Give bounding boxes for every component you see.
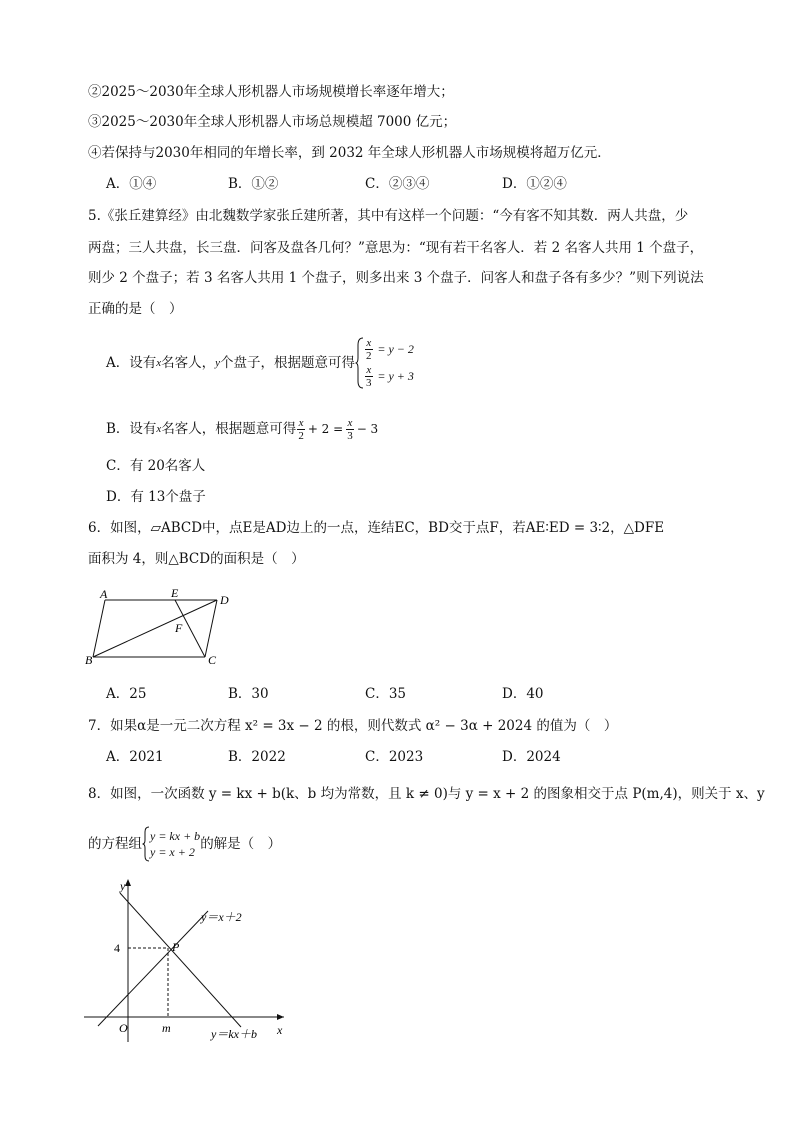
- q6-stem-line1: 6．如图，▱ABCD中，点E是AD边上的一点，连结EC，BD交于点F，若AE∶ED = 3∶2，△DFE: [88, 520, 665, 536]
- q5-option-b-suffix: 名客人，根据题意可得: [161, 421, 297, 437]
- origin-label: O: [119, 1021, 128, 1035]
- q5-option-a: [106, 338, 414, 388]
- q5-option-c: C．有 20名客人: [106, 458, 206, 474]
- point-p-label: P: [172, 940, 180, 954]
- q5-option-b: [106, 414, 378, 444]
- optb-mid: + 2 =: [307, 422, 344, 436]
- label-line-y-x-plus-2: y＝x＋2: [201, 910, 242, 924]
- q6-option-b: B．30: [228, 686, 269, 702]
- optb-f2-num: x: [347, 416, 353, 429]
- q6-stem-line2: 面积为 4，则△BCD的面积是（ ）: [88, 551, 305, 567]
- q8-function-graph: [84, 876, 294, 1046]
- q4-option-b: B．①②: [228, 176, 279, 192]
- q8-stem-line2: [88, 826, 281, 862]
- q7-option-b: B．2022: [228, 749, 286, 765]
- q6-option-d: D．40: [502, 686, 544, 702]
- q7-option-a: A．2021: [106, 749, 164, 765]
- q4-option-a: A．①④: [106, 176, 157, 192]
- label-d: D: [220, 593, 229, 607]
- q7-option-d: D．2024: [502, 749, 561, 765]
- q8-line2-prefix: 的方程组: [88, 836, 142, 852]
- statement-4: ④若保持与2030年相同的年增长率，到 2032 年全球人形机器人市场规模将超万亿元．: [88, 145, 611, 161]
- q5-stem-line1: 5.《张丘建算经》由北魏数学家张丘建所著，其中有这样一个问题：“今有客不知其数．两人共盘，少: [88, 208, 689, 224]
- q7-option-c: C．2023: [365, 749, 424, 765]
- statement-2: ②2025～2030年全球人形机器人市场规模增长率逐年增大；: [88, 84, 454, 100]
- q6-option-c: C．35: [365, 686, 407, 702]
- optb-end: − 3: [356, 422, 379, 436]
- eq2-rhs: = y + 3: [377, 369, 414, 383]
- label-a: A: [100, 587, 108, 601]
- x-axis-label: x: [277, 1023, 283, 1037]
- q5-option-a-y: y: [215, 357, 221, 369]
- q6-option-a: A．25: [106, 686, 147, 702]
- parallelogram-figure: [84, 582, 244, 668]
- label-line-y-kx-plus-b: y＝kx＋b: [211, 1027, 257, 1041]
- line-y-x-plus-2: [98, 911, 208, 1026]
- q4-option-c: C．②③④: [365, 176, 430, 192]
- label-c: C: [208, 653, 217, 667]
- q5-stem-line2: 两盘；三人共盘，长三盘．问客及盘各几何？”意思为：“现有若干名客人．若 2 名客人共用 1 个盘子，: [88, 240, 704, 256]
- eq1-num: x: [366, 337, 372, 349]
- q8-equation-system: [150, 828, 200, 860]
- label-b: B: [85, 653, 93, 667]
- q8-eq2: y = x + 2: [150, 845, 195, 859]
- eq1-rhs: = y − 2: [377, 342, 414, 356]
- q8-stem-line1: 8．如图，一次函数 y = kx + b(k、b 均为常数，且 k ≠ 0)与 y = x + 2 的图象相交于点 P(m,4)，则关于 x、y: [88, 786, 765, 802]
- y-axis-label: y: [120, 879, 126, 893]
- eq1-den: 2: [366, 350, 372, 362]
- eq2-den: 3: [366, 377, 372, 389]
- optb-f1-den: 2: [298, 429, 304, 442]
- optb-f1-num: x: [298, 416, 304, 429]
- label-e: E: [171, 586, 179, 600]
- x-axis-arrow-icon: [277, 1014, 284, 1020]
- left-brace-icon: [355, 337, 364, 389]
- label-f: F: [175, 621, 183, 635]
- q5-option-b-prefix: B．设有: [106, 421, 157, 437]
- q8-line2-suffix: 的解是（ ）: [200, 836, 282, 852]
- y-tick-4: 4: [114, 941, 120, 955]
- x-tick-m: m: [162, 1021, 171, 1035]
- statement-3: ③2025～2030年全球人形机器人市场总规模超 7000 亿元；: [88, 114, 457, 130]
- eq2-num: x: [366, 364, 372, 376]
- q5-option-d: D．有 13个盘子: [106, 489, 206, 505]
- q5-option-a-x: x: [156, 357, 162, 369]
- q5-option-a-prefix: A．设有: [106, 355, 157, 371]
- q5-option-b-x: x: [156, 423, 162, 435]
- q5-stem-line4: 正确的是（ ）: [88, 301, 183, 317]
- y-axis-arrow-icon: [125, 879, 131, 886]
- q8-eq1: y = kx + b: [150, 829, 201, 843]
- optb-f2-den: 3: [347, 429, 353, 442]
- q5-option-a-suffix: 个盘子，根据题意可得: [220, 355, 356, 371]
- q4-option-d: D．①②④: [502, 176, 567, 192]
- q7-stem: 7．如果α是一元二次方程 x² = 3x − 2 的根，则代数式 α² − 3α + 2024 的值为（ ）: [88, 718, 618, 734]
- left-brace-icon: [142, 826, 150, 862]
- q5-stem-line3: 则少 2 个盘子；若 3 名客人共用 1 个盘子，则多出来 3 个盘子．问客人和盘子各有多少？”则下列说法: [88, 270, 704, 286]
- q5-option-a-system: [364, 337, 414, 389]
- q5-option-a-mid: 名客人，: [161, 355, 216, 371]
